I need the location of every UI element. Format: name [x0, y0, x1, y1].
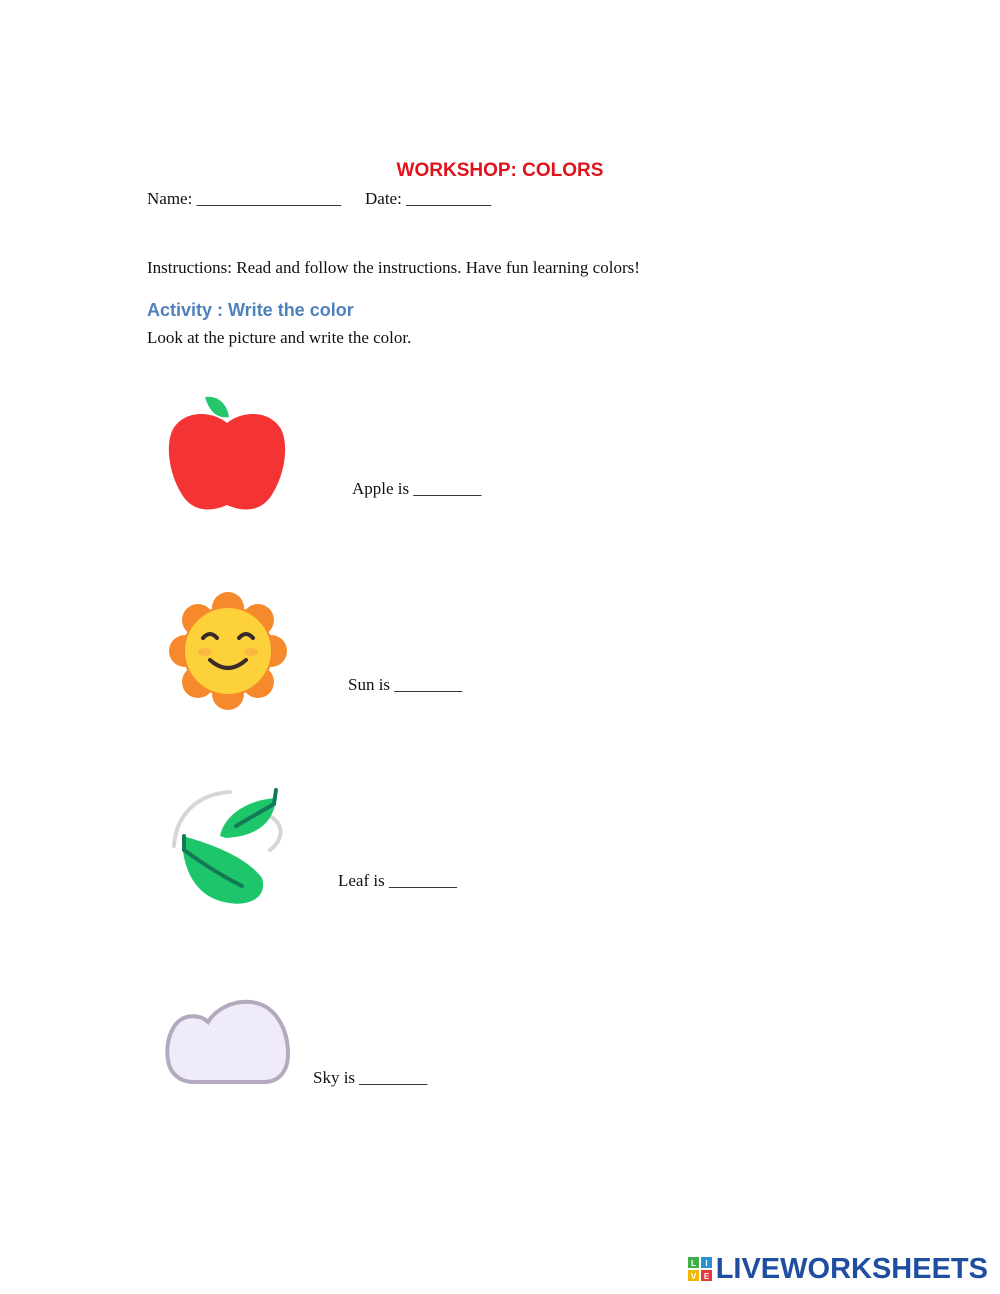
date-field-line[interactable]: Date: __________ [365, 189, 492, 208]
sun-icon [167, 590, 289, 712]
worksheet-title: WORKSHOP: COLORS [396, 160, 604, 181]
name-field-line[interactable]: Name: _________________ [147, 189, 342, 208]
svg-text:I: I [705, 1259, 708, 1268]
logo-badge-icon [688, 1257, 712, 1281]
cloud-icon [164, 998, 292, 1088]
svg-text:E: E [703, 1272, 709, 1281]
svg-text:L: L [690, 1259, 696, 1268]
leaf-icon [166, 786, 290, 908]
svg-text:V: V [690, 1272, 696, 1281]
leaf-answer-line[interactable]: Leaf is ________ [338, 871, 457, 890]
activity-prompt: Look at the picture and write the color. [147, 328, 412, 347]
activity-heading: Activity : Write the color [147, 300, 354, 320]
sun-answer-line[interactable]: Sun is ________ [348, 675, 463, 694]
instructions-text: Instructions: Read and follow the instructions. Have fun learning colors! [147, 258, 640, 277]
liveworksheets-logo [688, 1254, 988, 1284]
apple-answer-line[interactable]: Apple is ________ [352, 479, 482, 498]
sky-answer-line[interactable]: Sky is ________ [313, 1068, 428, 1087]
logo-text: LIVEWORKSHEETS [715, 1252, 988, 1285]
apple-icon [165, 393, 291, 515]
